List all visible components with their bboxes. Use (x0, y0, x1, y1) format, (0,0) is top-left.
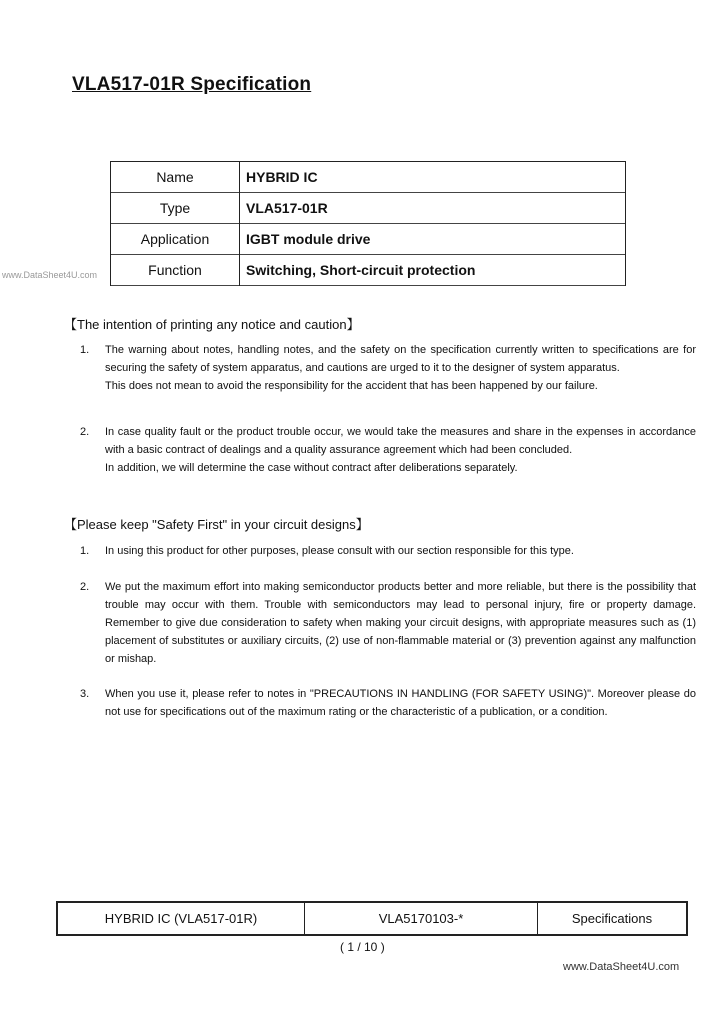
page-number: ( 1 / 10 ) (340, 940, 385, 954)
item-number: 1. (80, 545, 90, 557)
item-text: We put the maximum effort into making semiconductor products better and more reliable, but there is the possibility that trouble may occur with them. Trouble with semiconductors may lead to personal injury, fire or property damage. Remember to give due consideration to safety when making your circuit designs, with appropriate measures such as (1) placement of substitutes or auxiliary circuits, (2) use of non-flammable material or (3) prevention against any malfunction or mishap. (105, 581, 696, 665)
spec-value-type: VLA517-01R (240, 193, 626, 224)
item-number: 2. (80, 581, 90, 593)
spec-label-type: Type (111, 193, 240, 224)
spec-value-application: IGBT module drive (240, 224, 626, 255)
list-item (80, 341, 696, 395)
item-text: The warning about notes, handling notes, and the safety on the specification currently written to specifications are for securing the safety of system apparatus, and cautions are urged to it to the designer of system apparatus. (105, 344, 696, 374)
item-text: In case quality fault or the product trouble occur, we would take the measures and share in the expenses in accordance with a basic contract of dealings and a quality assurance agreement which had been concluded. (105, 426, 696, 456)
table-row (111, 224, 626, 255)
spec-label-application: Application (111, 224, 240, 255)
spec-value-function: Switching, Short-circuit protection (240, 255, 626, 286)
list-item (80, 578, 696, 668)
item-text-continued: In addition, we will determine the case without contract after deliberations separately. (105, 462, 518, 474)
page-title: VLA517-01R Specification (72, 74, 312, 95)
list-item (80, 542, 696, 560)
item-number: 1. (80, 344, 90, 356)
list-item (80, 685, 696, 721)
spec-table (110, 161, 626, 286)
spec-label-function: Function (111, 255, 240, 286)
footer-product: HYBRID IC (VLA517-01R) (58, 903, 305, 934)
item-number: 3. (80, 688, 90, 700)
item-text-continued: This does not mean to avoid the responsibility for the accident that has been happened by our failure. (105, 380, 598, 392)
footer-doc-type: Specifications (571, 911, 653, 926)
section-heading-safety-first: 【Please keep "Safety First" in your circuit designs】 (64, 517, 369, 532)
watermark-left: www.DataSheet4U.com (2, 270, 98, 280)
list-item (80, 423, 696, 477)
footer-doc-number: VLA5170103-* (305, 903, 538, 934)
footer-table (56, 901, 688, 936)
table-row (111, 162, 626, 193)
watermark-right: www.DataSheet4U.com (563, 961, 680, 973)
table-row (111, 193, 626, 224)
spec-label-name: Name (111, 162, 240, 193)
spec-value-name: HYBRID IC (240, 162, 626, 193)
section-heading-intention: 【The intention of printing any notice and caution】 (64, 317, 360, 332)
item-number: 2. (80, 426, 90, 438)
table-row (111, 255, 626, 286)
item-text: When you use it, please refer to notes in "PRECAUTIONS IN HANDLING (FOR SAFETY USING)". Moreover please do not use for specifications out of the maximum rating or the characteristic of a publication, or a condition. (105, 688, 696, 718)
item-text: In using this product for other purposes, please consult with our section responsible for this type. (105, 545, 574, 557)
